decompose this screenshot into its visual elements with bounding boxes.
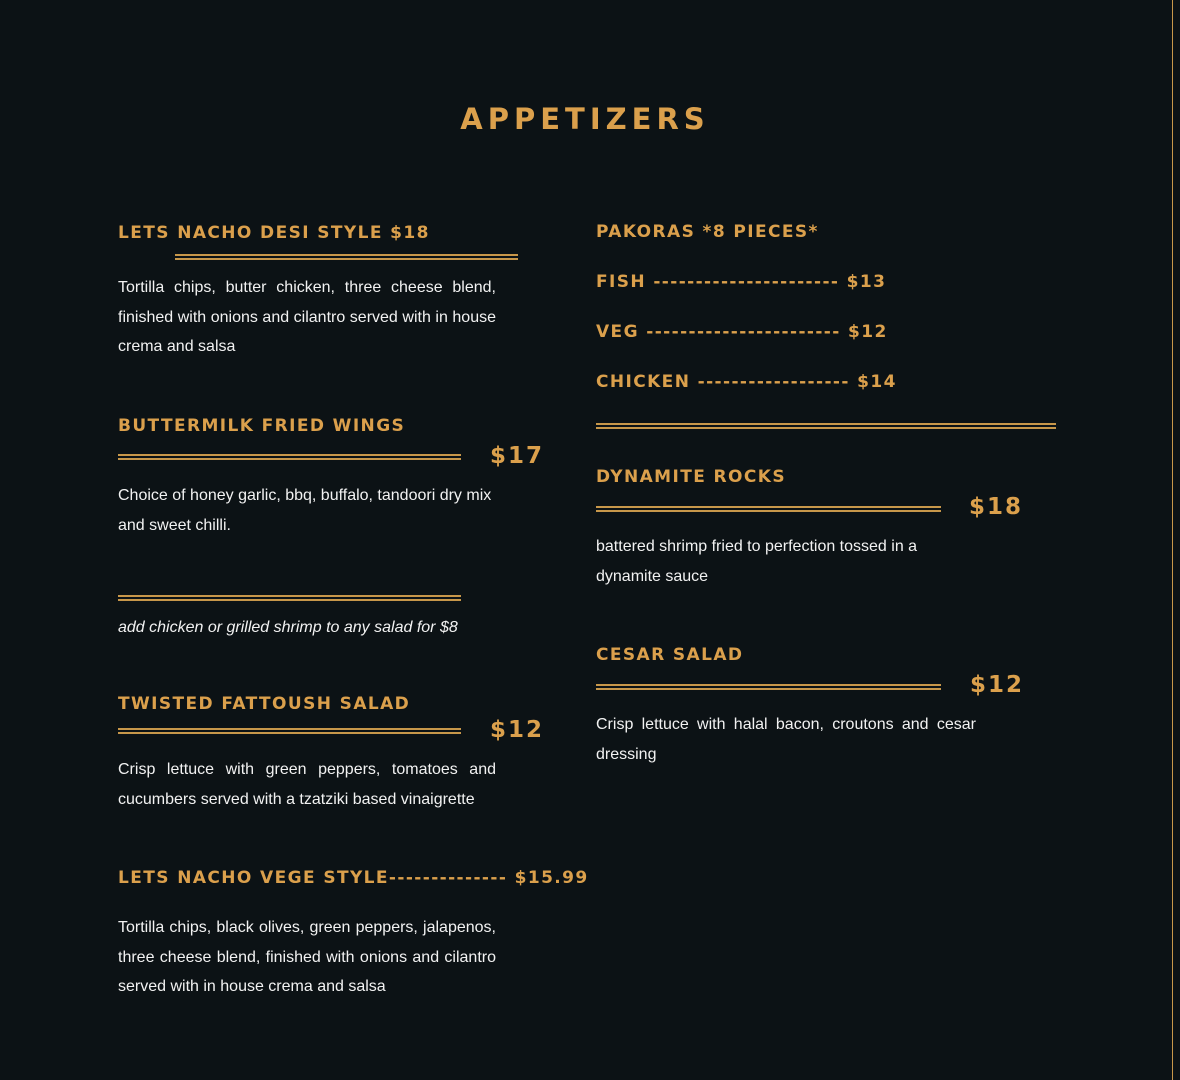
divider-line <box>118 454 461 460</box>
item-heading-nacho-desi: LETS NACHO DESI STYLE $18 <box>118 223 430 243</box>
pakora-option-fish: FISH ---------------------- $13 <box>596 272 887 292</box>
item-heading-nacho-vege: LETS NACHO VEGE STYLE-------------- $15.99 <box>118 868 589 888</box>
item-description-fattoush: Crisp lettuce with green peppers, tomatoes and cucumbers served with a tzatziki based vinaigrette <box>118 761 496 808</box>
item-description-cesar: Crisp lettuce with halal bacon, croutons and cesar dressing <box>596 716 976 763</box>
item-heading-fattoush: TWISTED FATTOUSH SALAD <box>118 694 411 714</box>
item-description-dynamite: battered shrimp fried to perfection tossed in a dynamite sauce <box>596 538 918 585</box>
right-edge-line <box>1172 0 1173 1080</box>
pakora-option-veg: VEG ----------------------- $12 <box>596 322 888 342</box>
divider-line <box>596 506 941 512</box>
item-heading-cesar: CESAR SALAD <box>596 645 744 665</box>
page-title: APPETIZERS <box>460 102 710 136</box>
item-price-dynamite: $18 <box>969 494 1024 520</box>
item-heading-wings: BUTTERMILK FRIED WINGS <box>118 416 406 436</box>
item-description-nacho-vege: Tortilla chips, black olives, green peppers, jalapenos, three cheese blend, finished with onions and cilantro served with in house crema and salsa <box>118 919 496 995</box>
item-price-wings: $17 <box>490 443 545 469</box>
item-heading-dynamite: DYNAMITE ROCKS <box>596 467 786 487</box>
divider-line <box>596 684 941 690</box>
item-description-wings: Choice of honey garlic, bbq, buffalo, tandoori dry mix and sweet chilli. <box>118 487 492 534</box>
salad-addon-note: add chicken or grilled shrimp to any salad for $8 <box>118 619 458 636</box>
item-description-nacho-desi: Tortilla chips, butter chicken, three cheese blend, finished with onions and cilantro served with in house crema and salsa <box>118 279 496 355</box>
divider-line <box>596 423 1056 429</box>
divider-line <box>118 728 461 734</box>
pakora-option-chicken: CHICKEN ------------------ $14 <box>596 372 897 392</box>
divider-line <box>175 254 518 260</box>
item-price-cesar: $12 <box>970 672 1025 698</box>
item-heading-pakoras: PAKORAS *8 PIECES* <box>596 222 819 242</box>
divider-line <box>118 595 461 601</box>
item-price-fattoush: $12 <box>490 717 545 743</box>
